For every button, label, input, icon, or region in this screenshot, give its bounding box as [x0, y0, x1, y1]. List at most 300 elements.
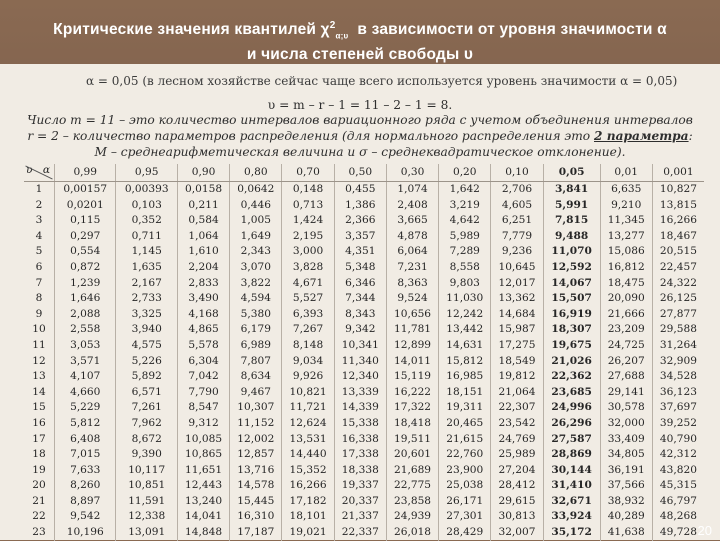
emphasis-two-parameters: 2 параметра [594, 129, 689, 143]
table-cell: 38,932 [600, 494, 652, 510]
table-row [24, 354, 704, 370]
table-cell: 29,615 [491, 494, 543, 510]
table-cell: 8,343 [334, 307, 386, 323]
table-corner-cell: υ α [24, 164, 55, 182]
column-header-alpha: 0,05 [543, 164, 600, 182]
table-cell: 4,107 [55, 369, 116, 385]
table-cell: 17,322 [386, 400, 438, 416]
table-cell: 7,962 [116, 416, 177, 432]
table-cell: 9,926 [282, 369, 334, 385]
table-cell: 8,363 [386, 276, 438, 292]
table-row [24, 244, 704, 260]
table-cell: 26,207 [600, 354, 652, 370]
table-cell: 2,195 [282, 229, 334, 245]
table-cell: 2,733 [116, 291, 177, 307]
table-cell: 9,803 [439, 276, 491, 292]
table-cell: 6,179 [230, 322, 282, 338]
table-cell: 13,091 [116, 525, 177, 541]
table-cell: 31,264 [652, 338, 704, 354]
table-cell: 4,660 [55, 385, 116, 401]
column-header-alpha: 0,20 [439, 164, 491, 182]
row-degrees-of-freedom: 12 [32, 354, 46, 367]
row-degrees-of-freedom: 21 [32, 494, 46, 507]
table-cell: 12,899 [386, 338, 438, 354]
table-cell: 2,366 [334, 213, 386, 229]
row-degrees-of-freedom: 16 [32, 416, 46, 429]
table-cell: 24,996 [543, 400, 600, 416]
table-cell: 4,642 [439, 213, 491, 229]
table-row [24, 322, 704, 338]
note-parameters: r = 2 – количество параметров распределения (для нормального распределения это 2 параметра: [27, 129, 693, 143]
table-cell: 0,115 [55, 213, 116, 229]
table-cell: 12,002 [230, 432, 282, 448]
table-row [24, 229, 704, 245]
table-cell: 27,877 [652, 307, 704, 323]
table-cell: 3,665 [386, 213, 438, 229]
table-cell: 1,239 [55, 276, 116, 292]
table-cell: 19,675 [543, 338, 600, 354]
table-row [24, 400, 704, 416]
table-cell: 8,558 [439, 260, 491, 276]
row-degrees-of-freedom: 2 [35, 198, 43, 211]
table-row [24, 338, 704, 354]
table-cell: 4,671 [282, 276, 334, 292]
table-cell: 28,429 [439, 525, 491, 541]
table-cell: 11,651 [177, 463, 229, 479]
table-cell: 24,939 [386, 509, 438, 525]
table-cell: 13,362 [491, 291, 543, 307]
row-degrees-of-freedom: 13 [32, 370, 46, 383]
table-cell: 7,779 [491, 229, 543, 245]
table-cell: 4,865 [177, 322, 229, 338]
table-cell: 17,182 [282, 494, 334, 510]
table-cell: 10,645 [491, 260, 543, 276]
table-cell: 11,345 [600, 213, 652, 229]
table-cell: 5,348 [334, 260, 386, 276]
table-cell: 26,296 [543, 416, 600, 432]
table-cell: 20,465 [439, 416, 491, 432]
table-cell: 6,571 [116, 385, 177, 401]
table-cell: 14,631 [439, 338, 491, 354]
table-row [24, 260, 704, 276]
row-degrees-of-freedom: 17 [32, 432, 46, 445]
table-cell: 13,716 [230, 463, 282, 479]
slide-title [0, 16, 720, 64]
table-cell: 28,869 [543, 447, 600, 463]
table-row [24, 416, 704, 432]
column-header-alpha: 0,80 [230, 164, 282, 182]
table-cell: 27,301 [439, 509, 491, 525]
table-cell: 11,591 [116, 494, 177, 510]
table-cell: 21,615 [439, 432, 491, 448]
table-cell: 20,601 [386, 447, 438, 463]
table-cell: 24,322 [652, 276, 704, 292]
table-cell: 4,878 [386, 229, 438, 245]
table-cell: 32,909 [652, 354, 704, 370]
table-cell: 18,101 [282, 509, 334, 525]
table-cell: 13,442 [439, 322, 491, 338]
table-cell: 3,325 [116, 307, 177, 323]
table-cell: 16,266 [652, 213, 704, 229]
table-cell: 25,989 [491, 447, 543, 463]
table-cell: 14,067 [543, 276, 600, 292]
table-cell: 5,812 [55, 416, 116, 432]
column-header-alpha: 0,001 [652, 164, 704, 182]
row-degrees-of-freedom: 6 [35, 260, 43, 273]
table-cell: 9,210 [600, 198, 652, 214]
table-cell: 13,339 [334, 385, 386, 401]
column-header-alpha: 0,70 [282, 164, 334, 182]
table-cell: 46,797 [652, 494, 704, 510]
table-cell: 20,090 [600, 291, 652, 307]
row-degrees-of-freedom: 14 [32, 385, 46, 398]
table-cell: 32,000 [600, 416, 652, 432]
table-cell: 10,307 [230, 400, 282, 416]
table-cell: 1,386 [334, 198, 386, 214]
table-cell: 15,338 [334, 416, 386, 432]
table-cell: 4,575 [116, 338, 177, 354]
table-cell: 6,346 [334, 276, 386, 292]
table-cell: 9,524 [386, 291, 438, 307]
table-cell: 15,086 [600, 244, 652, 260]
table-cell: 0,446 [230, 198, 282, 214]
table-cell: 1,424 [282, 213, 334, 229]
table-cell: 25,038 [439, 478, 491, 494]
table-cell: 21,064 [491, 385, 543, 401]
table-cell: 24,769 [491, 432, 543, 448]
table-cell: 18,151 [439, 385, 491, 401]
row-degrees-of-freedom: 5 [35, 245, 43, 258]
table-cell: 10,656 [386, 307, 438, 323]
table-cell: 29,141 [600, 385, 652, 401]
table-cell: 3,822 [230, 276, 282, 292]
table-cell: 15,445 [230, 494, 282, 510]
table-cell: 5,578 [177, 338, 229, 354]
note-mean-sd: M – среднеарифметическая величина и σ – среднеквадратическое отклонение). [94, 145, 626, 159]
table-cell: 6,304 [177, 354, 229, 370]
table-cell: 42,312 [652, 447, 704, 463]
table-cell: 40,289 [600, 509, 652, 525]
table-cell: 14,339 [334, 400, 386, 416]
table-cell: 16,266 [282, 478, 334, 494]
table-cell: 18,475 [600, 276, 652, 292]
table-cell: 14,684 [491, 307, 543, 323]
table-cell: 11,152 [230, 416, 282, 432]
table-cell: 0,872 [55, 260, 116, 276]
table-cell: 30,578 [600, 400, 652, 416]
table-cell: 23,685 [543, 385, 600, 401]
table-cell: 13,240 [177, 494, 229, 510]
table-cell: 4,594 [230, 291, 282, 307]
table-cell: 1,642 [439, 182, 491, 198]
table-cell: 3,828 [282, 260, 334, 276]
table-cell: 40,790 [652, 432, 704, 448]
table-cell: 21,689 [386, 463, 438, 479]
table-cell: 12,338 [116, 509, 177, 525]
table-cell: 0,0201 [55, 198, 116, 214]
table-cell: 1,649 [230, 229, 282, 245]
table-cell: 14,440 [282, 447, 334, 463]
table-row [24, 213, 704, 229]
table-cell: 22,362 [543, 369, 600, 385]
table-cell: 16,222 [386, 385, 438, 401]
table-cell: 6,251 [491, 213, 543, 229]
table-cell: 3,841 [543, 182, 600, 198]
table-cell: 0,584 [177, 213, 229, 229]
table-cell: 0,713 [282, 198, 334, 214]
table-cell: 18,467 [652, 229, 704, 245]
table-cell: 15,987 [491, 322, 543, 338]
row-degrees-of-freedom: 19 [32, 463, 46, 476]
table-cell: 34,805 [600, 447, 652, 463]
table-cell: 5,229 [55, 400, 116, 416]
table-cell: 17,187 [230, 525, 282, 541]
table-cell: 22,457 [652, 260, 704, 276]
table-cell: 7,344 [334, 291, 386, 307]
table-cell: 27,688 [600, 369, 652, 385]
table-cell: 34,528 [652, 369, 704, 385]
title-line-2: и числа степеней свободы υ [246, 46, 474, 64]
table-cell: 12,624 [282, 416, 334, 432]
table-cell: 9,488 [543, 229, 600, 245]
table-cell: 21,026 [543, 354, 600, 370]
table-cell: 20,337 [334, 494, 386, 510]
table-cell: 18,549 [491, 354, 543, 370]
table-cell: 26,171 [439, 494, 491, 510]
table-cell: 41,638 [600, 525, 652, 541]
table-cell: 7,231 [386, 260, 438, 276]
table-cell: 19,337 [334, 478, 386, 494]
table-cell: 0,148 [282, 182, 334, 198]
table-cell: 10,865 [177, 447, 229, 463]
table-cell: 0,00393 [116, 182, 177, 198]
column-header-alpha: 0,01 [600, 164, 652, 182]
row-degrees-of-freedom: 3 [35, 214, 43, 227]
alpha-note: α = 0,05 (в лесном хозяйстве сейчас чаще всего используется уровень значимости α = 0,05) [86, 74, 678, 88]
table-row [24, 307, 704, 323]
table-header-row [24, 164, 704, 182]
row-degrees-of-freedom: 11 [32, 338, 46, 351]
table-cell: 3,070 [230, 260, 282, 276]
row-degrees-of-freedom: 15 [32, 401, 46, 414]
page-number: 20 [697, 523, 712, 538]
table-cell: 16,985 [439, 369, 491, 385]
table-cell: 37,697 [652, 400, 704, 416]
table-cell: 7,015 [55, 447, 116, 463]
table-cell: 5,380 [230, 307, 282, 323]
table-row [24, 478, 704, 494]
table-cell: 23,900 [439, 463, 491, 479]
row-degrees-of-freedom: 4 [35, 229, 43, 242]
note-intervals: Число m = 11 – это количество интервалов вариационного ряда с учетом объединения интервалов [27, 113, 693, 127]
table-cell: 10,827 [652, 182, 704, 198]
table-cell: 15,507 [543, 291, 600, 307]
table-cell: 2,343 [230, 244, 282, 260]
table-cell: 13,531 [282, 432, 334, 448]
table-cell: 9,236 [491, 244, 543, 260]
table-cell: 7,261 [116, 400, 177, 416]
table-cell: 8,672 [116, 432, 177, 448]
table-cell: 17,275 [491, 338, 543, 354]
table-cell: 16,812 [600, 260, 652, 276]
table-cell: 3,490 [177, 291, 229, 307]
table-cell: 12,592 [543, 260, 600, 276]
row-degrees-of-freedom: 7 [35, 276, 43, 289]
table-cell: 12,857 [230, 447, 282, 463]
table-cell: 9,034 [282, 354, 334, 370]
row-degrees-of-freedom: 22 [32, 510, 46, 523]
table-cell: 1,064 [177, 229, 229, 245]
table-cell: 10,117 [116, 463, 177, 479]
column-header-alpha: 0,99 [55, 164, 116, 182]
table-cell: 2,167 [116, 276, 177, 292]
table-cell: 18,338 [334, 463, 386, 479]
table-cell: 2,204 [177, 260, 229, 276]
table-cell: 23,858 [386, 494, 438, 510]
chi-square-table [24, 164, 704, 541]
table-cell: 0,0158 [177, 182, 229, 198]
table-cell: 19,812 [491, 369, 543, 385]
table-cell: 11,721 [282, 400, 334, 416]
table-cell: 0,211 [177, 198, 229, 214]
row-degrees-of-freedom: 20 [32, 479, 46, 492]
table-cell: 9,342 [334, 322, 386, 338]
table-cell: 8,897 [55, 494, 116, 510]
table-cell: 16,338 [334, 432, 386, 448]
table-cell: 9,542 [55, 509, 116, 525]
table-cell: 3,940 [116, 322, 177, 338]
table-cell: 1,610 [177, 244, 229, 260]
table-cell: 14,578 [230, 478, 282, 494]
table-cell: 5,226 [116, 354, 177, 370]
table-cell: 5,991 [543, 198, 600, 214]
table-cell: 16,310 [230, 509, 282, 525]
table-cell: 2,088 [55, 307, 116, 323]
table-cell: 28,412 [491, 478, 543, 494]
table-cell: 10,085 [177, 432, 229, 448]
table-cell: 3,219 [439, 198, 491, 214]
table-cell: 13,815 [652, 198, 704, 214]
table-cell: 0,103 [116, 198, 177, 214]
row-degrees-of-freedom: 10 [32, 323, 46, 336]
table-cell: 1,646 [55, 291, 116, 307]
table-cell: 23,542 [491, 416, 543, 432]
table-cell: 12,242 [439, 307, 491, 323]
table-cell: 11,070 [543, 244, 600, 260]
table-cell: 12,017 [491, 276, 543, 292]
table-cell: 1,145 [116, 244, 177, 260]
table-cell: 45,315 [652, 478, 704, 494]
table-cell: 18,418 [386, 416, 438, 432]
table-cell: 39,252 [652, 416, 704, 432]
table-row [24, 385, 704, 401]
table-cell: 10,341 [334, 338, 386, 354]
table-cell: 13,277 [600, 229, 652, 245]
table-row [24, 369, 704, 385]
table-cell: 18,307 [543, 322, 600, 338]
title-line-1: Критические значения квантилей $\chi^2_{\alpha;\upsilon}$ в зависимости от уровня значимости α [53, 20, 667, 41]
table-cell: 19,511 [386, 432, 438, 448]
table-cell: 3,000 [282, 244, 334, 260]
table-cell: 31,410 [543, 478, 600, 494]
table-cell: 22,775 [386, 478, 438, 494]
table-cell: 7,790 [177, 385, 229, 401]
table-cell: 16,919 [543, 307, 600, 323]
table-cell: 32,671 [543, 494, 600, 510]
table-cell: 2,408 [386, 198, 438, 214]
table-cell: 33,924 [543, 509, 600, 525]
table-cell: 5,527 [282, 291, 334, 307]
table-cell: 2,558 [55, 322, 116, 338]
table-cell: 1,074 [386, 182, 438, 198]
table-cell: 14,011 [386, 354, 438, 370]
table-row [24, 291, 704, 307]
table-row [24, 447, 704, 463]
column-header-alpha: 0,50 [334, 164, 386, 182]
table-cell: 1,635 [116, 260, 177, 276]
table-cell: 0,0642 [230, 182, 282, 198]
table-cell: 2,833 [177, 276, 229, 292]
table-cell: 49,728 [652, 525, 704, 541]
table-cell: 26,125 [652, 291, 704, 307]
table-cell: 8,260 [55, 478, 116, 494]
table-row [24, 463, 704, 479]
table-cell: 3,357 [334, 229, 386, 245]
table-cell: 15,352 [282, 463, 334, 479]
table-row [24, 276, 704, 292]
table-cell: 10,821 [282, 385, 334, 401]
table-cell: 43,820 [652, 463, 704, 479]
table-cell: 4,605 [491, 198, 543, 214]
table-cell: 0,352 [116, 213, 177, 229]
table-cell: 6,989 [230, 338, 282, 354]
table-row [24, 198, 704, 214]
table-cell: 14,041 [177, 509, 229, 525]
table-cell: 30,813 [491, 509, 543, 525]
table-cell: 19,311 [439, 400, 491, 416]
table-row [24, 432, 704, 448]
table-cell: 4,351 [334, 244, 386, 260]
table-cell: 27,587 [543, 432, 600, 448]
table-cell: 30,144 [543, 463, 600, 479]
table-cell: 15,119 [386, 369, 438, 385]
table-cell: 23,209 [600, 322, 652, 338]
table-cell: 7,289 [439, 244, 491, 260]
table-cell: 7,815 [543, 213, 600, 229]
table-cell: 36,123 [652, 385, 704, 401]
table-cell: 12,340 [334, 369, 386, 385]
table-row [24, 182, 704, 198]
table-cell: 24,725 [600, 338, 652, 354]
table-cell: 27,204 [491, 463, 543, 479]
table-cell: 8,634 [230, 369, 282, 385]
table-cell: 32,007 [491, 525, 543, 541]
row-degrees-of-freedom: 18 [32, 448, 46, 461]
table-cell: 9,467 [230, 385, 282, 401]
table-cell: 10,851 [116, 478, 177, 494]
table-cell: 8,148 [282, 338, 334, 354]
table-cell: 6,635 [600, 182, 652, 198]
column-header-alpha: 0,95 [116, 164, 177, 182]
table-cell: 3,571 [55, 354, 116, 370]
table-cell: 8,547 [177, 400, 229, 416]
table-cell: 3,053 [55, 338, 116, 354]
table-cell: 37,566 [600, 478, 652, 494]
table-cell: 0,711 [116, 229, 177, 245]
table-cell: 0,297 [55, 229, 116, 245]
table-cell: 6,408 [55, 432, 116, 448]
table-cell: 6,393 [282, 307, 334, 323]
